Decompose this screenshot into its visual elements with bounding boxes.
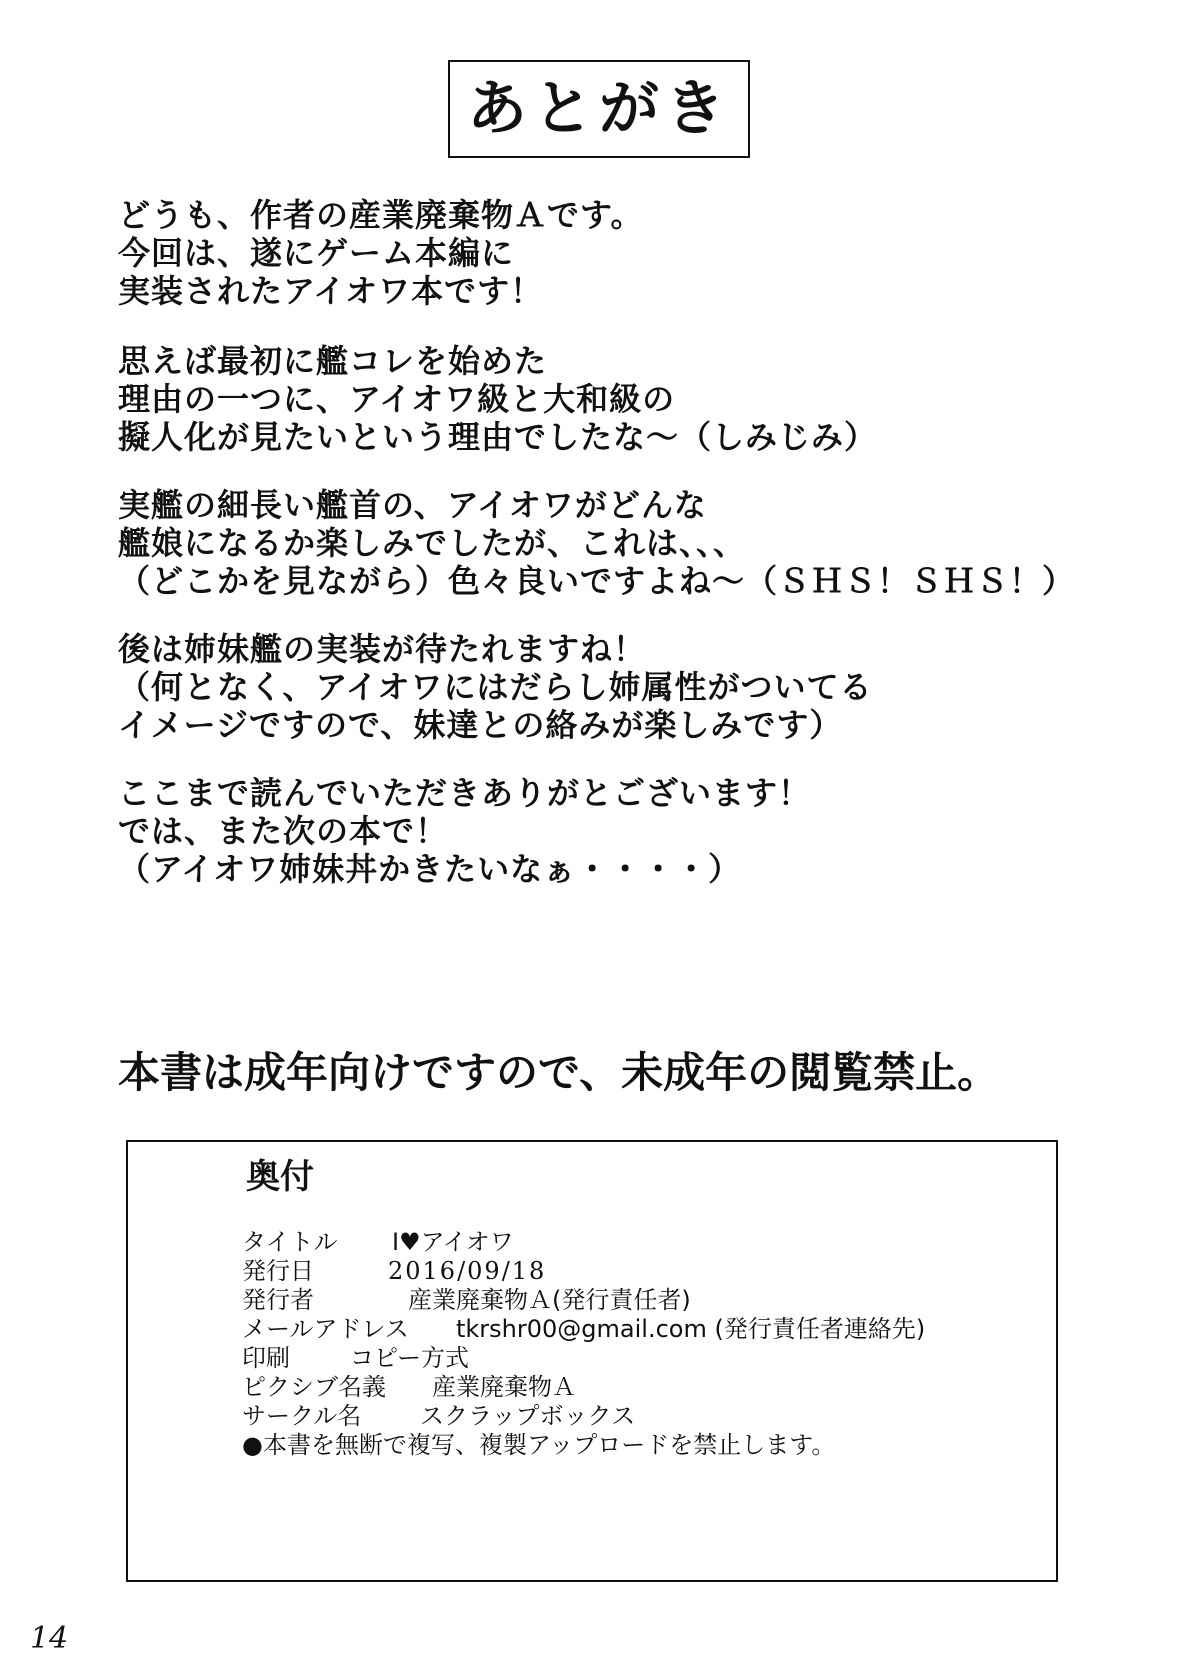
- colophon-label: ピクシブ名義: [242, 1373, 386, 1401]
- paragraph-line: どうも、作者の産業廃棄物Ａです。: [118, 196, 644, 234]
- colophon-rows: [242, 1228, 925, 1460]
- paragraph-line: 理由の一つに、アイオワ級と大和級の: [118, 380, 676, 418]
- paragraph-2: [118, 342, 877, 456]
- colophon-label: 印刷: [242, 1344, 290, 1372]
- paragraph-line: 今回は、遂にゲーム本編に: [118, 234, 515, 272]
- colophon-row-printing: [242, 1344, 925, 1373]
- colophon-value: 2016/09/18: [388, 1257, 547, 1285]
- paragraph-4: [118, 630, 873, 744]
- paragraph-line: ここまで読んでいただきありがとございます！: [118, 774, 812, 812]
- age-restriction-notice: 本書は成年向けですので、未成年の閲覧禁止。: [118, 1048, 1000, 1097]
- colophon-value: 産業廃棄物Ａ(発行責任者): [408, 1286, 691, 1314]
- afterword-title: あとがき: [467, 74, 731, 144]
- colophon-row-date: [242, 1257, 925, 1286]
- colophon-row-pixiv: [242, 1373, 925, 1402]
- colophon-label: サークル名: [242, 1402, 362, 1430]
- paragraph-line: （何となく、アイオワにはだらし姉属性がついてる: [118, 668, 873, 706]
- paragraph-line: イメージですので、妹達との絡みが楽しみです）: [118, 706, 843, 744]
- paragraph-1: [118, 196, 643, 310]
- colophon-value: コピー方式: [350, 1344, 470, 1372]
- colophon-box: [126, 1140, 1058, 1582]
- colophon-value: I♥アイオワ: [392, 1228, 514, 1256]
- paragraph-line: 思えば最初に艦コレを始めた: [118, 342, 548, 380]
- colophon-heading: 奥付: [246, 1157, 314, 1197]
- colophon-label: メールアドレス: [242, 1315, 409, 1343]
- paragraph-line: （どこかを見ながら）色々良いですよね～（ＳＨＳ！ＳＨＳ！）: [118, 562, 1076, 600]
- colophon-value: スクラップボックス: [420, 1402, 636, 1430]
- paragraph-line: 実装されたアイオワ本です！: [118, 272, 544, 310]
- colophon-label: 発行者: [242, 1286, 314, 1314]
- page-number: 14: [30, 1621, 69, 1656]
- paragraph-3: [118, 486, 1075, 600]
- colophon-label: 発行日: [242, 1257, 314, 1285]
- paragraph-line: 実艦の細長い艦首の、アイオワがどんな: [118, 486, 707, 524]
- paragraph-line: 後は姉妹艦の実装が待たれますね！: [118, 630, 647, 668]
- copy-prohibition-notice: ●本書を無断で複写、複製アップロードを禁止します。: [242, 1431, 836, 1459]
- colophon-row-email: [242, 1315, 925, 1344]
- paragraph-5: [118, 774, 811, 888]
- colophon-email-value: tkrshr00@gmail.com (発行責任者連絡先): [456, 1315, 926, 1343]
- paragraph-line: 艦娘になるか楽しみでしたが、これは、、、: [118, 524, 747, 562]
- paragraph-line: 擬人化が見たいという理由でしたな～（しみじみ）: [118, 418, 878, 456]
- paragraph-line: では、また次の本で！: [118, 812, 449, 850]
- paragraph-line: （アイオワ姉妹丼かきたいなぁ・・・・）: [118, 850, 742, 888]
- colophon-row-publisher: [242, 1286, 925, 1315]
- colophon-row-title: [242, 1228, 925, 1257]
- afterword-title-box: [448, 60, 750, 158]
- colophon-value: 産業廃棄物Ａ: [432, 1373, 576, 1401]
- colophon-label: タイトル: [242, 1228, 338, 1256]
- colophon-row-circle: [242, 1402, 925, 1431]
